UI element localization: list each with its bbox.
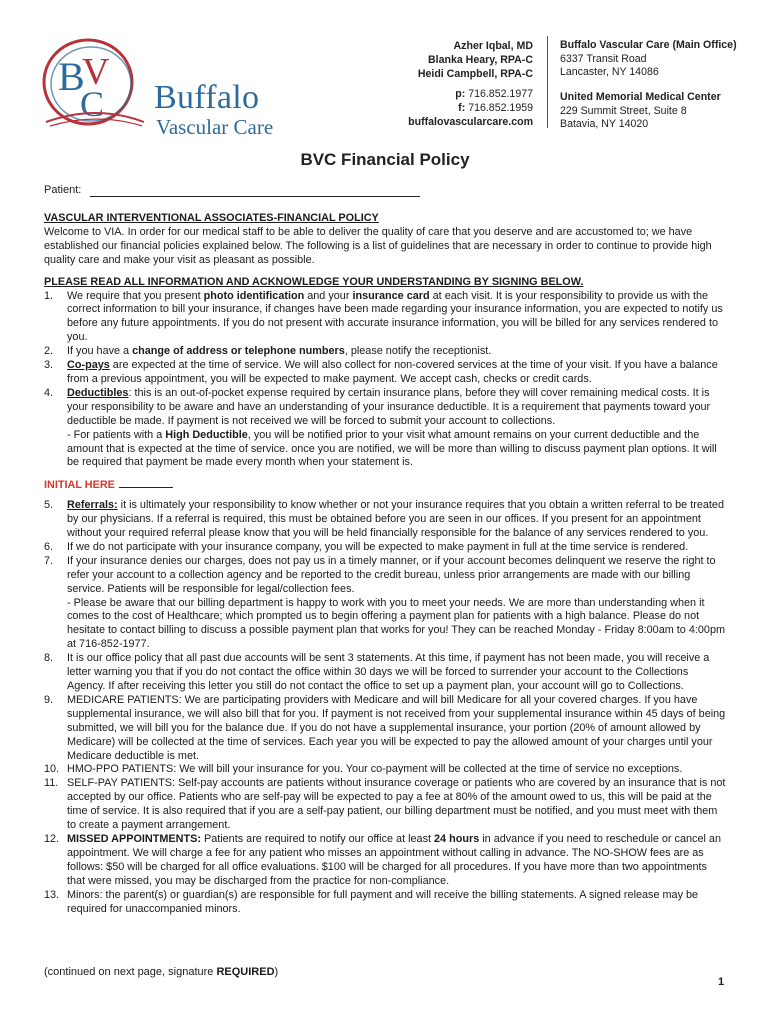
policy-item: 6. If we do not participate with your insurance company, you will be expected to make payment in full at the time service is rendered.	[44, 540, 689, 553]
bvc-emblem-icon	[36, 34, 146, 134]
staff-name: Heidi Campbell, RPA-C	[417, 68, 533, 80]
svg-text:C: C	[80, 84, 105, 124]
phone-number: 716.852.1977	[468, 88, 533, 100]
intro-paragraph: Welcome to VIA. In order for our medical staff to be able to deliver the quality of care that you deserve and are accustomed to; we have established our financial policies explained below. The following is a list of guidelines that are necessary in order to continue to provide high quality care and make your visit as pleasant as possible.	[44, 225, 712, 266]
policy-item: 12. MISSED APPOINTMENTS: Patients are required to notify our office at least 24 hours in advance if you need to reschedule or cancel an appointment. We will charge a fee for any patient who misses an appointment without calling in advance. The NO-SHOW fees are as follows: $50 will be charged for all office evaluations. $100 will be charged for all procedures. If you have more than two appointments that were missed, you may be discharged from the practice for non-compliance.	[44, 832, 721, 887]
brand-subtitle: Vascular Care	[156, 115, 274, 139]
contact-info	[365, 87, 533, 129]
brand-wordmark	[154, 80, 273, 138]
location-address-line: Batavia, NY 14020	[560, 118, 649, 130]
location-address-line: Lancaster, NY 14086	[560, 66, 659, 78]
location-main-office	[560, 39, 737, 80]
location-name: Buffalo Vascular Care (Main Office)	[560, 39, 737, 51]
location-address-line: 6337 Transit Road	[560, 52, 647, 65]
initial-here-field[interactable]	[44, 478, 726, 493]
policy-list	[44, 290, 726, 471]
document-title: BVC Financial Policy	[300, 150, 470, 169]
header-divider	[547, 36, 548, 128]
svg-text:V: V	[82, 51, 110, 93]
bvc-logo	[36, 34, 296, 139]
fax-number: 716.852.1959	[468, 102, 533, 114]
policy-item: 2. If you have a change of address or telephone numbers, please notify the receptionist.	[44, 345, 492, 358]
policy-item: 3. Co-pays are expected at the time of service. We will also collect for non-covered services at the time of your visit. If you have a balance from a previous appointment, you will be expected to make payment. We accept cash, checks or credit cards.	[44, 359, 718, 385]
via-heading: VASCULAR INTERVENTIONAL ASSOCIATES-FINANCIAL POLICY	[44, 212, 379, 224]
policy-item: 11. SELF-PAY PATIENTS: Self-pay accounts are patients without insurance coverage or patients who are covered by an insurance that is not accepted by our office. Patients who are self-pay will be expected to pay a fee at 80% of the amount owed to us, this will be paid at the time of service. It is also required that if you are a self-pay patient, our billing department must be notified, and you must meet with them to create a payment arrangement.	[44, 777, 726, 832]
policy-body	[44, 212, 726, 916]
staff-name: Azher Iqbal, MD	[453, 40, 533, 52]
staff-name: Blanka Heary, RPA-C	[428, 54, 533, 66]
patient-name-field[interactable]	[90, 196, 420, 197]
patient-label: Patient:	[44, 184, 82, 196]
policy-list-continued	[44, 499, 726, 916]
brand-name: Buffalo	[154, 79, 260, 116]
policy-item: 5. Referrals: it is ultimately your responsibility to know whether or not your insurance requires that you obtain a written referral to be treated by our physicians. If a referral is required, this must be obtained before you are seen in our offices. If you present for an appointment without your required referral please know that you will be held financially responsible for the balance of any services rendered to you.	[44, 499, 724, 540]
policy-item: 4. Deductibles: this is an out-of-pocket expense required by certain insurance plans, before they will cover remaining medical costs. It is your responsibility to be aware and have an understanding of your insurance deductible. It is a requirement that payments toward your deductible be made. If payment is not received we will be forced to submit your account to collections. - For patients with a High Deductible, you will be notified prior to your visit what amount remains on your current deductible and the amount that is expected at the time of service. once you are notified, we will be more than willing to discuss payment plan options. It will be required that payment be made every month when your statement is.	[44, 386, 717, 469]
phone-line	[365, 87, 533, 101]
location-umm-center	[560, 91, 721, 132]
policy-item: 7. If your insurance denies our charges, does not pay us in a timely manner, or if your account becomes delinquent we reserve the right to refer your account to a collection agency and be reported to the credit bureau, unless prior arrangements are made with our billing service. Patients will be responsible for legal/collection fees. - Please be aware that our billing department is happy to work with you to meet your needs. We are more than understanding when it comes to the cost of Healthcare; which prompted us to begin offering a payment plan for patients with a high balance. Please do not hesitate to contact billing to discuss a possible payment plan that works for you! They can be reached Monday - Friday 8:00am to 4:00pm at 716-852-1977.	[44, 554, 726, 651]
policy-item: 9. MEDICARE PATIENTS: We are participating providers with Medicare and will bill Medicare for all your covered charges. If you have supplemental insurance, we will also bill that for you. If payment is not received from your supplemental insurance within 45 days of being submitted, we will bill you for the balance due. If you do not have a supplemental insurance, your portion (20% of amount allowed by Medicare) will be collected at the time of services. Each year you will be expected to pay the allowed amount of your charges until your Medicare deductible is met.	[44, 693, 726, 762]
page-number: 1	[718, 976, 725, 988]
policy-item: 1. We require that you present photo identification and your insurance card at each visit. It is your responsibility to provide us with the correct information to bill your insurance, if changes have been made regarding your insurance information, you are expected to notify us before any future appointments. If you do not present with accurate insurance information, you will be billed for any services rendered to you.	[44, 289, 723, 344]
policy-item: 10. HMO-PPO PATIENTS: We will bill your insurance for you. Your co-payment will be collected at the time of service no exceptions.	[44, 763, 683, 776]
policy-item: 8. It is our office policy that all past due accounts will be sent 3 statements. At this time, if payment has not been made, you will receive a letter warning you that if you do not contact the office within 30 days we will be forced to surrender your account to the Collections Agency. If after receiving this letter you still do not contact the office to set up a payment plan, your account will go to Collections.	[44, 652, 710, 692]
svg-text:B: B	[58, 54, 85, 99]
location-name: United Memorial Medical Center	[560, 91, 721, 103]
location-address-line: 229 Summit Street, Suite 8	[560, 104, 687, 117]
staff-list	[365, 39, 533, 81]
policy-item: 13. Minors: the parent(s) or guardian(s) are responsible for full payment and will receive the billing statements. A signed release may be required for unaccompanied minors.	[44, 888, 699, 915]
website-link[interactable]: buffalovascularcare.com	[408, 116, 533, 128]
acknowledge-heading: PLEASE READ ALL INFORMATION AND ACKNOWLEDGE YOUR UNDERSTANDING BY SIGNING BELOW.	[44, 275, 584, 288]
initial-here-label: INITIAL HERE	[44, 479, 115, 492]
continued-note: (continued on next page, signature REQUIRED)	[44, 966, 279, 978]
phone-label: p:	[455, 88, 466, 100]
initial-line[interactable]	[119, 478, 173, 488]
fax-label: f:	[458, 102, 466, 114]
fax-line	[365, 101, 533, 115]
